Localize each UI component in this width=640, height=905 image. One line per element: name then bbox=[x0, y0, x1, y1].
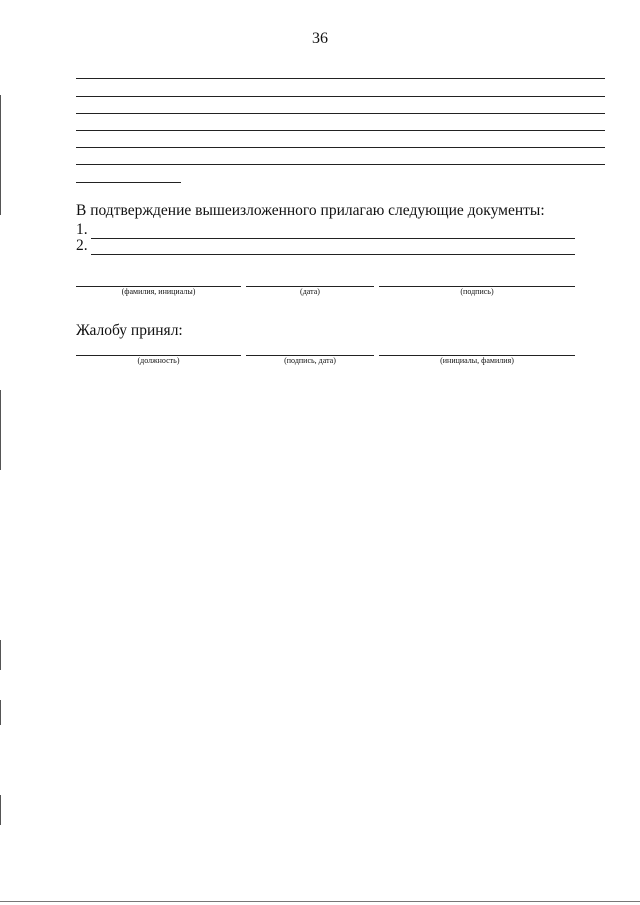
attachment-blank-line bbox=[91, 240, 575, 255]
scan-edge-mark bbox=[0, 640, 1, 670]
acceptance-heading: Жалобу принял: bbox=[76, 322, 183, 339]
scan-bottom-edge bbox=[0, 901, 640, 902]
accepter-signature-date-field bbox=[246, 355, 374, 368]
blank-line bbox=[76, 78, 605, 79]
field-caption: (фамилия, инициалы) bbox=[121, 287, 196, 296]
accepter-name-field bbox=[379, 355, 575, 368]
applicant-name-field bbox=[76, 286, 241, 299]
accepter-position-field bbox=[76, 355, 241, 368]
attachments-intro: В подтверждение вышеизложенного прилагаю следующие документы: bbox=[76, 202, 545, 219]
field-caption: (должность) bbox=[137, 356, 180, 365]
attachment-item-2 bbox=[76, 237, 575, 255]
blank-line bbox=[76, 147, 605, 148]
field-caption: (подпись, дата) bbox=[284, 356, 336, 365]
scan-edge-mark bbox=[0, 390, 1, 470]
blank-line bbox=[76, 130, 605, 131]
page-number: 36 bbox=[312, 30, 328, 47]
blank-line-short bbox=[76, 182, 181, 183]
attachment-number: 2. bbox=[76, 237, 88, 254]
blank-line bbox=[76, 164, 605, 165]
attachment-number: 1. bbox=[76, 221, 88, 238]
scan-edge-mark bbox=[0, 795, 1, 825]
field-caption: (подпись) bbox=[460, 287, 494, 296]
blank-line bbox=[76, 96, 605, 97]
applicant-signature-field bbox=[379, 286, 575, 299]
blank-line bbox=[76, 113, 605, 114]
applicant-date-field bbox=[246, 286, 374, 299]
scan-edge-mark bbox=[0, 700, 1, 725]
field-caption: (дата) bbox=[300, 287, 320, 296]
scan-edge-mark bbox=[0, 95, 1, 215]
field-caption: (инициалы, фамилия) bbox=[440, 356, 514, 365]
